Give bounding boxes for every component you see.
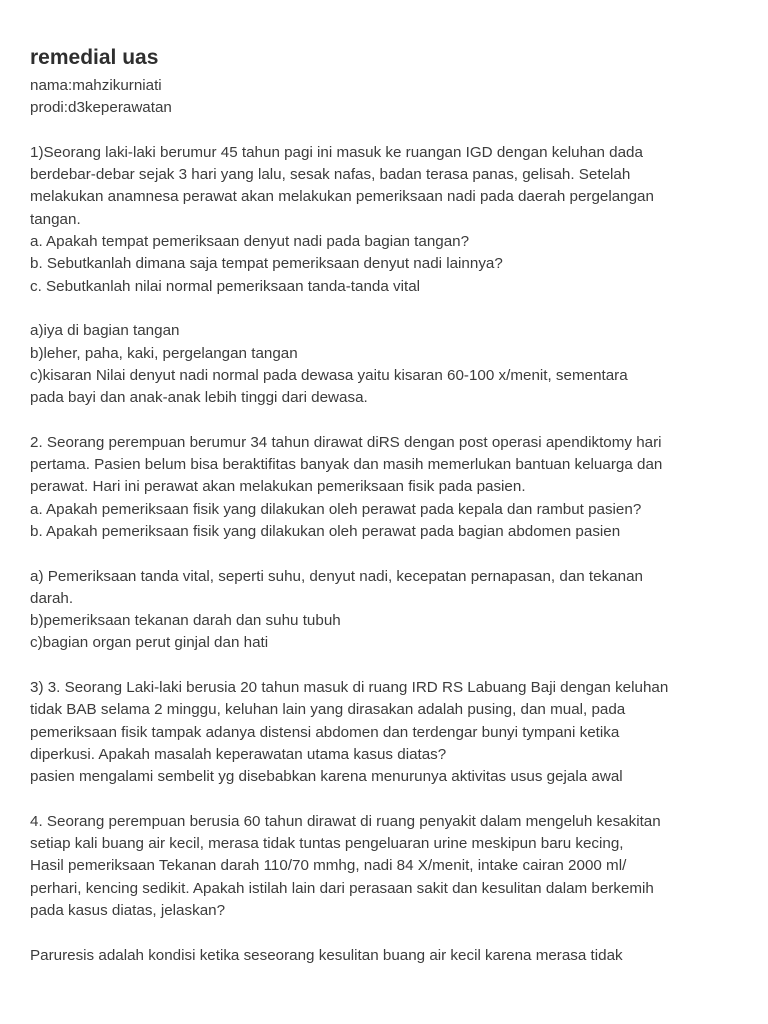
text-line: perawat. Hari ini perawat akan melakukan pemeriksaan fisik pada pasien. bbox=[30, 478, 526, 496]
blank-line bbox=[30, 409, 742, 431]
note-document bbox=[30, 43, 742, 967]
text-line: diperkusi. Apakah masalah keperawatan utama kasus diatas? bbox=[30, 745, 447, 763]
blank-line bbox=[30, 298, 742, 320]
text-line: b. Sebutkanlah dimana saja tempat pemeriksaan denyut nadi lainnya? bbox=[30, 255, 503, 273]
text-line: b)pemeriksaan tekanan darah dan suhu tubuh bbox=[30, 612, 341, 630]
text-line: Paruresis adalah kondisi ketika seseorang kesulitan buang air kecil karena merasa tidak bbox=[30, 946, 623, 964]
text-line: Hasil pemeriksaan Tekanan darah 110/70 mmhg, nadi 84 X/menit, intake cairan 2000 ml/ bbox=[30, 857, 627, 875]
text-line: tangan. bbox=[30, 210, 81, 228]
text-line: tidak BAB selama 2 minggu, keluhan lain yang dirasakan adalah pusing, dan mual, pada bbox=[30, 701, 626, 719]
text-line: 2. Seorang perempuan berumur 34 tahun dirawat diRS dengan post operasi apendiktomy hari bbox=[30, 433, 662, 451]
text-line: perhari, kencing sedikit. Apakah istilah lain dari perasaan sakit dan kesulitan dalam berkemih bbox=[30, 879, 654, 897]
text-line: c)kisaran Nilai denyut nadi normal pada dewasa yaitu kisaran 60-100 x/menit, sementara bbox=[30, 366, 628, 384]
text-line: 1)Seorang laki-laki berumur 45 tahun pagi ini masuk ke ruangan IGD dengan keluhan dada bbox=[30, 143, 643, 161]
text-line: prodi:d3keperawatan bbox=[30, 99, 172, 117]
text-line: a)iya di bagian tangan bbox=[30, 322, 180, 340]
text-line: pasien mengalami sembelit yg disebabkan karena menurunya aktivitas usus gejala awal bbox=[30, 768, 623, 786]
text-line: nama:mahzikurniati bbox=[30, 77, 162, 94]
text-line: setiap kali buang air kecil, merasa tidak tuntas pengeluaran urine meskipun baru kecing, bbox=[30, 835, 624, 853]
blank-line bbox=[30, 922, 742, 944]
text-line: b. Apakah pemeriksaan fisik yang dilakukan oleh perawat pada bagian abdomen pasien bbox=[30, 522, 621, 540]
text-line: pemeriksaan fisik tampak adanya distensi abdomen dan terdengar bunyi tympani ketika bbox=[30, 723, 620, 741]
blank-line bbox=[30, 120, 742, 142]
text-line: pada kasus diatas, jelaskan? bbox=[30, 901, 226, 919]
text-line: 4. Seorang perempuan berusia 60 tahun dirawat di ruang penyakit dalam mengeluh kesakitan bbox=[30, 812, 661, 830]
text-line: melakukan anamnesa perawat akan melakukan pemeriksaan nadi pada daerah pergelangan bbox=[30, 188, 654, 206]
text-line: a. Apakah pemeriksaan fisik yang dilakukan oleh perawat pada kepala dan rambut pasien? bbox=[30, 500, 642, 518]
text-line: pertama. Pasien belum bisa beraktifitas banyak dan masih memerlukan bantuan keluarga dan bbox=[30, 456, 663, 474]
text-line: berdebar-debar sejak 3 hari yang lalu, sesak nafas, badan terasa panas, gelisah. Setelah bbox=[30, 166, 631, 184]
blank-line bbox=[30, 789, 742, 811]
text-line: b)leher, paha, kaki, pergelangan tangan bbox=[30, 344, 298, 362]
text-line: darah. bbox=[30, 589, 74, 607]
text-line: c. Sebutkanlah nilai normal pemeriksaan tanda-tanda vital bbox=[30, 277, 421, 295]
note-body bbox=[30, 75, 742, 967]
note-title: remedial uas bbox=[30, 46, 159, 69]
text-line: 3) 3. Seorang Laki-laki berusia 20 tahun masuk di ruang IRD RS Labuang Baji dengan keluhan bbox=[30, 679, 669, 697]
blank-line bbox=[30, 655, 742, 677]
blank-line bbox=[30, 543, 742, 565]
text-line: a. Apakah tempat pemeriksaan denyut nadi pada bagian tangan? bbox=[30, 233, 470, 251]
text-line: pada bayi dan anak-anak lebih tinggi dari dewasa. bbox=[30, 389, 368, 407]
text-line: a) Pemeriksaan tanda vital, seperti suhu, denyut nadi, kecepatan pernapasan, dan tekanan bbox=[30, 567, 643, 585]
text-line: c)bagian organ perut ginjal dan hati bbox=[30, 634, 269, 652]
